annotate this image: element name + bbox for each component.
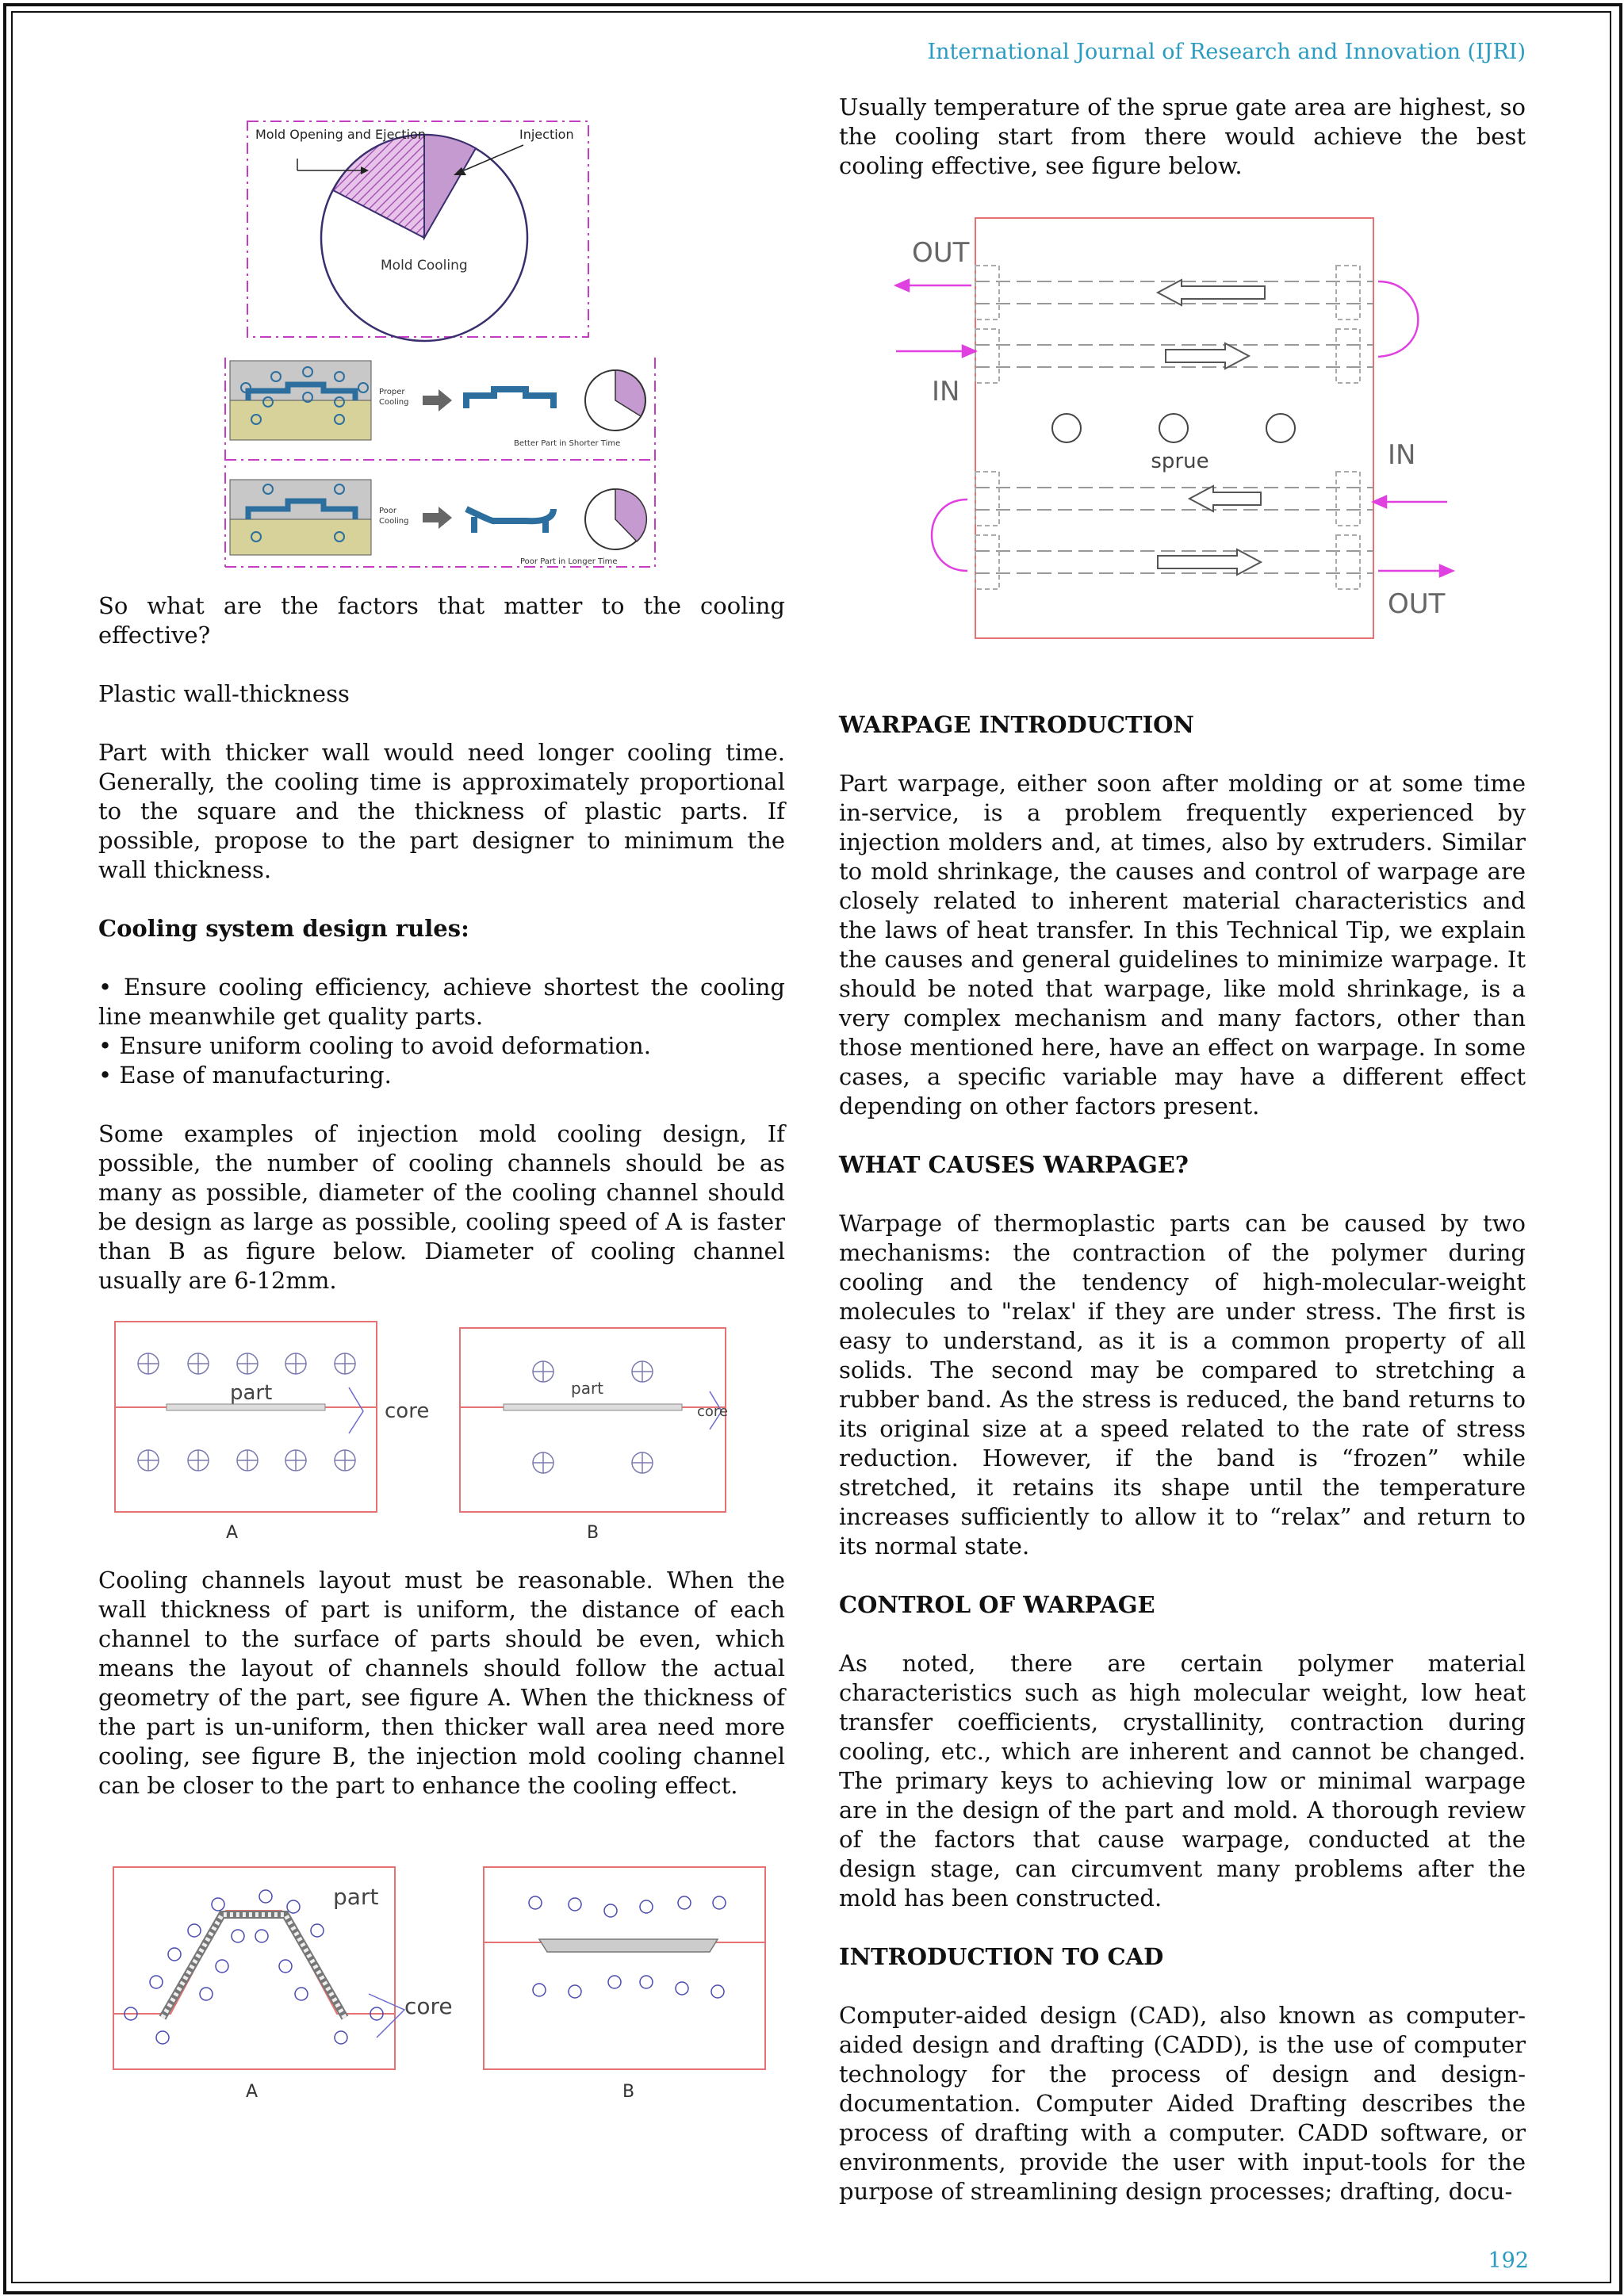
left-p1: So what are the factors that matter to the cooling effective? (98, 592, 785, 649)
right-p2: Part warpage, either soon after molding or at some time in-service, is a problem frequently experienced by injection molders and, at times, also by extruders. Similar to mold shrinkage, the causes and control of warpage are closely related to inherent material characteristics and the laws of heat transfer. In this Technical Tip, we explain the causes and general guidelines to minimize warpage. It should be noted that warpage, like mold shrinkage, is a very complex mechanism and many factors, other than those mentioned here, have an effect on warpage. In some cases, a specific variable may have a different effect depending on other factors present. (839, 770, 1526, 1119)
rule-2: • Ensure uniform cooling to avoid deformation. (98, 1032, 651, 1059)
flow-in-right: IN (1388, 439, 1416, 471)
poor-caption: Poor Part in Longer Time (520, 557, 618, 566)
warpage-control-heading: CONTROL OF WARPAGE (839, 1591, 1155, 1618)
sprue-label: sprue (1151, 450, 1209, 473)
flow-out-top: OUT (912, 237, 970, 269)
page-number: 192 (1488, 2248, 1529, 2273)
proper-caption: Better Part in Shorter Time (514, 439, 621, 448)
label-open-eject: Mold Opening and Ejection (255, 127, 426, 142)
left-p2: Plastic wall-thickness (98, 680, 350, 707)
right-p4: As noted, there are certain polymer material characteristics such as high molecular weight, low heat transfer coefficients, crystallinity, contraction during cooling, etc., which are inherent and cannot be changed. The primary keys to achieving low or minimal warpage are in the design of the part and mold. A thorough review of the factors that cause warpage, conducted at the design stage, can circumvent many problems after the mold has been constructed. (839, 1650, 1526, 1911)
right-p1: Usually temperature of the sprue gate area are highest, so the cooling start from there would achieve the best cooling effective, see figure below. (839, 94, 1526, 179)
ab1-core-label-a: core (385, 1399, 430, 1423)
flow-in-left: IN (932, 376, 960, 408)
ab2-part-label: part (333, 1884, 379, 1910)
poor-label-a: Poor (379, 507, 397, 515)
ab1-caption-a: A (226, 1523, 239, 1542)
left-p5: Cooling channels layout must be reasonable. When the wall thickness of part is uniform, the distance of each channel to the surface of parts should be even, which means the layout of channels should follow the actual geometry of the part, see figure A. When the thickness of the part is un-uniform, then thicker wall area need more cooling, see figure B, the injection mold cooling channel can be closer to the part to enhance the cooling effect. (98, 1567, 785, 1799)
left-p4: Some examples of injection mold cooling design, If possible, the number of cooling channels should be as many as possible, diameter of the cooling channel should be design as large as possible, cooling speed of A is faster than B as figure below. Diameter of cooling channel usually are 6-12mm. (98, 1120, 785, 1294)
ab1-part-label-a: part (230, 1381, 273, 1405)
rule-1: • Ensure cooling efficiency, achieve shortest the cooling line meanwhile get quality parts. (98, 974, 785, 1030)
journal-header: International Journal of Research and Innovation (IJRI) (927, 40, 1526, 64)
channel-count-figure (111, 1316, 737, 1542)
right-p3: Warpage of thermoplastic parts can be caused by two mechanisms: the contraction of the polymer during cooling and the tendency of high-molecular-weight molecules to "relax' if they are under stress. The first is easy to understand, as it is a common property of all solids. The second may be compared to stretching a rubber band. As the stress is reduced, the band returns to its original size at a speed related to the rate of stress reduction. However, if the band is “frozen” while stretched, it retains its shape until the temperature increases sufficiently to allow it to “relax” and return to its normal state. (839, 1210, 1526, 1559)
proper-label-a: Proper (379, 388, 405, 396)
cooling-cycle-figure (238, 115, 595, 345)
label-injection: Injection (519, 127, 574, 142)
sprue-flow-figure (888, 210, 1475, 650)
flow-out-bottom: OUT (1388, 588, 1446, 620)
label-mold-cooling: Mold Cooling (381, 258, 468, 274)
cooling-rules-heading: Cooling system design rules: (98, 915, 469, 942)
warpage-intro-heading: WARPAGE INTRODUCTION (839, 711, 1194, 738)
cad-intro-heading: INTRODUCTION TO CAD (839, 1943, 1164, 1970)
ab1-core-label-b: core (697, 1403, 728, 1420)
warpage-causes-heading: WHAT CAUSES WARPAGE? (839, 1151, 1189, 1178)
ab1-part-label-b: part (571, 1379, 604, 1398)
channel-layout-figure (107, 1855, 773, 2109)
proper-poor-cooling-figure (220, 354, 665, 570)
ab2-caption-a: A (246, 2082, 259, 2102)
ab1-caption-b: B (587, 1523, 599, 1542)
rule-3: • Ease of manufacturing. (98, 1062, 392, 1089)
proper-label-b: Cooling (379, 398, 409, 407)
left-p3: Part with thicker wall would need longer cooling time. Generally, the cooling time is approximately proportional to the square and the thickness of plastic parts. If possible, propose to the part designer to minimum the wall thickness. (98, 739, 785, 883)
ab2-caption-b: B (622, 2082, 635, 2102)
ab2-core-label: core (404, 1993, 453, 2019)
right-p5: Computer-aided design (CAD), also known as computer-aided design and drafting (CADD), is the use of computer technology for the process of design and design-documentation. Computer Aided Drafting describes the process of drafting with a computer. CADD software, or environments, provide the user with input-tools for the purpose of streamlining design processes; drafting, docu- (839, 2002, 1526, 2205)
poor-label-b: Cooling (379, 517, 409, 526)
